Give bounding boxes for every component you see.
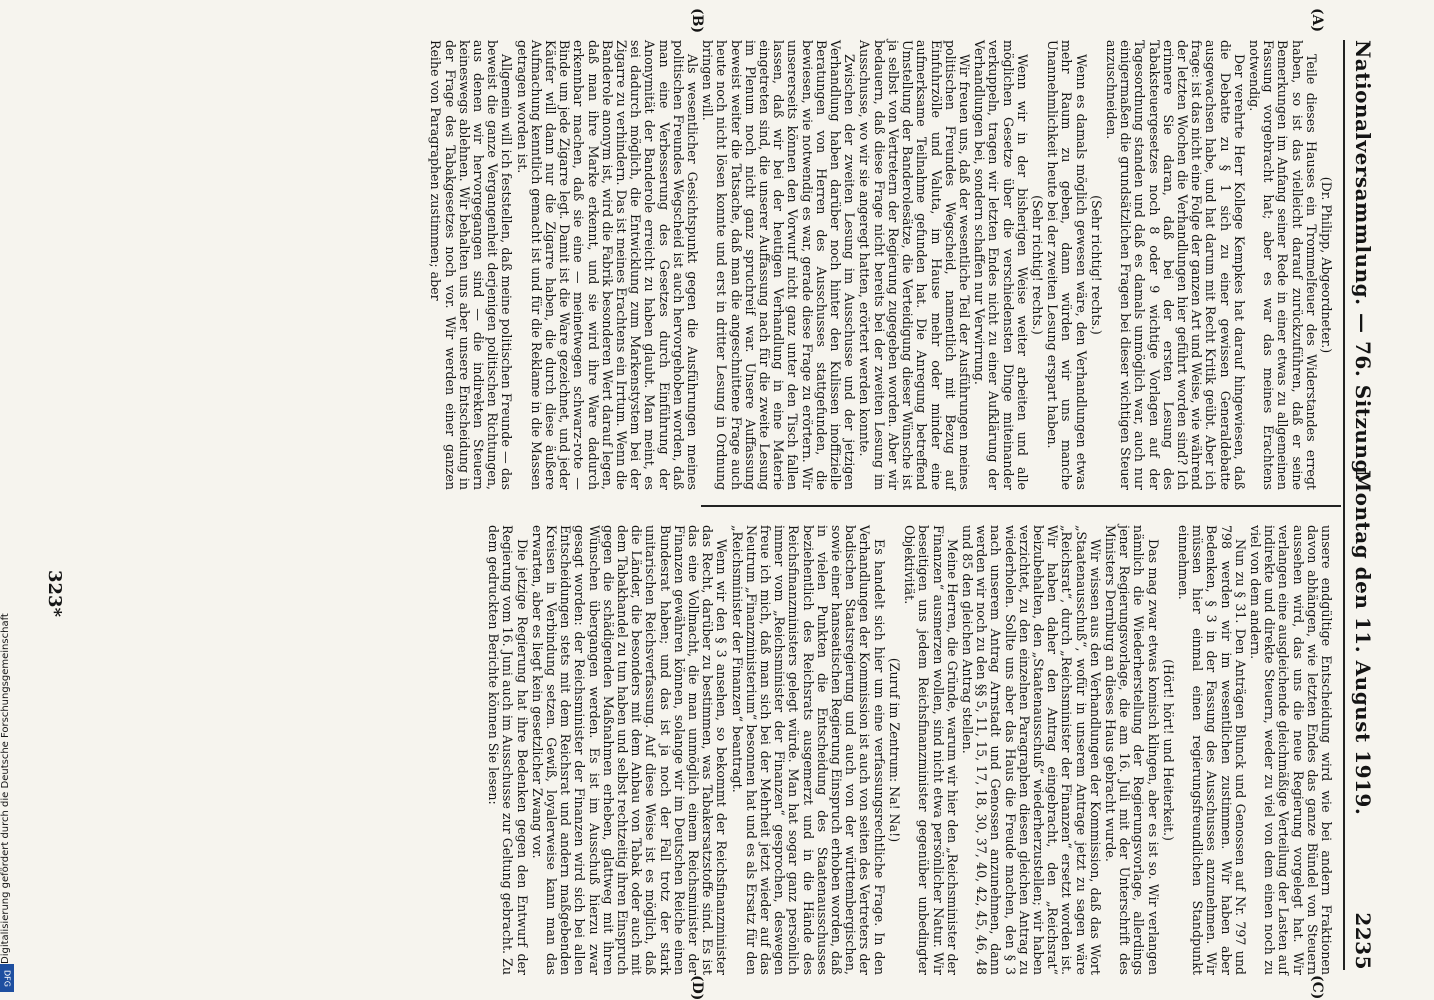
margin-mark-d: (D) (689, 975, 705, 1000)
interjection: (Sehr richtig! rechts.) (1029, 195, 1045, 335)
paragraph: Teile dieses Hauses ein Trommelfeuer des Widerstandes erregt haben, so ist das vielleicht darauf zurückzuführen, daß er seine Bemerkungen im Anfang seiner Rede in einer etwas zu allgemeinen Fassung vorgebracht hat; aber es war das meines Erachtens notwendig. (1246, 40, 1319, 490)
interjection: (Zuruf im Zentrum: Na! Na!) (886, 657, 902, 843)
interjection: (Hört! hört! und Heiterkeit.) (1160, 659, 1176, 841)
header-rule (1343, 40, 1345, 970)
column-divider (701, 505, 1341, 507)
paragraph: Wenn wir den § 3 ansehen, so bekommt der Reichsfinanzminister das Recht, darüber zu bestimmen, was Tabakersatzstoffe sind. Es ist das eine Vollmacht, die man unmöglich einem Reichsminister der Finanzen gewähren können, solange wir im Deutschen Reiche einen Bundesrat haben; und das ist ja noch der Fall trotz der stark unitarischen Reichsverfassung. Auf diese Weise ist es möglich, daß die Länder, die besonders mit dem Anbau von Tabak oder auch mit dem Tabakhandel zu tun haben und selbst rechtzeitig ihren Einspruch gegen die schädigenden Maßnahmen erheben, glattweg mit ihren Wünschen übergangen werden. Es ist im Ausschuß hierzu zwar gesagt worden: der Reichsminister der Finanzen wird sich bei allen Entscheidungen stets mit dem Reichsrat und andern maßgebenden Kreisen in Verbindung setzen. Gewiß, loyalerweise kann man das erwarten, aber es liegt kein gesetzlicher Zwang vor. (529, 525, 730, 975)
paragraph: Als wesentlicher Gesichtspunkt gegen die Ausführungen meines politischen Freundes Wegscheid ist auch hervorgehoben worden, daß man eine Verbesserung des Gesetzes durch Einführung der Anonymität der Banderole erreicht zu haben glaubt. Man meint, es sei dadurch möglich, die Entwicklung zum Markenstystem bei der Zigarre zu verhindern. Das ist meines Erachtens ein Irrtum. Wenn die Banderole anonym ist, wird die Fabrik besonderen Wert darauf legen, daß man ihre Marke erkennt, und sie wird ihre Ware dadurch erkennbar machen, daß sie eine — meinetwegen schwarz-rote — Binde um jede Zigarre legt. Damit ist die Ware gezeichnet, und jeder Käufer will dann nur die Zigarre haben, die durch diese äußere Aufmachung kenntlich gemacht ist und für die Reklame in die Massen getragen worden ist. (514, 40, 701, 490)
paragraph: Nun zu § 31. Den Anträgen Blunck und Genossen auf Nr. 797 und 798 werden wir im wesentlichen zustimmen. Wir haben aber Bedenken, § 3 in der Fassung des Ausschusses anzunehmen. Wir müssen hier einmal einen regierungsfreundlichen Standpunkt einnehmen. (1175, 525, 1248, 975)
paragraph: Wenn es damals möglich gewesen wäre, den Verhandlungen etwas mehr Raum zu geben, dann würden wir uns manche Unannehmlichkeit heute bei der zweiten Lesung erspart haben. (1045, 40, 1089, 490)
left-column (428, 40, 1334, 490)
paragraph: Wenn wir in der bisherigen Weise weiter arbeiten und alle möglichen Gesetze über die verschiedensten Dinge miteinander verkuppeln, tragen wir letzten Endes nicht zu einer Aufklärung der Verhandlungen bei, sondern schaffen nur Verwirrung. (972, 40, 1030, 490)
dfg-logo: DFG (0, 964, 14, 992)
paragraph: Es handelt sich hier um eine verfassungsrechtliche Frage. In den Verhandlungen der Kommission ist auch von seiten des Vertreters der badischen Staatsregierung und auch von der württembergischen, sowie einer hanseatischen Regierung Einspruch erhoben worden, daß in vielen Punkten die Entscheidung des Staatenausschusses beziehentlich des Reichsrats ausgemerzt und in die Hände des Reichsfinanzministers gelegt würde. Man hat sogar ganz persönlich immer vom „Reichsminister der Finanzen“ gesprochen, deswegen freue ich mich, daß man sich bei der Mehrheit jetzt wieder auf das Neutrum „Finanzministerium“ besonnen hat und es als Ersatz für den „Reichsminister der Finanzen“ beantragt. (729, 525, 887, 975)
header-page-number: 2235 (1351, 912, 1375, 970)
paragraph: Die jetzige Regierung hat ihre Bedenken gegen den Entwurf der Regierung vom 16. Juni auch im Ausschusse zur Geltung gebracht. Zu dem gedruckten Berichte können Sie lesen: (486, 525, 530, 975)
speaker-line: (Dr. Philipp, Abgeordneter.) (1319, 176, 1334, 354)
paragraph: Allgemein will ich feststellen, daß meine politischen Freunde — das beweist die ganze Vergangenheit derjenigen politischen Richtungen, aus denen wir hervorgegangen sind — die indirekten Steuern keineswegs ablehnen. Wir behalten uns aber unsere Entscheidung in der Frage des Tabakgesetzes noch vor. Wir werden einer ganzen Reihe von Paragraphen zustimmen; aber (428, 40, 515, 490)
right-column (486, 525, 1334, 975)
margin-mark-c: (C) (1309, 975, 1325, 1000)
paragraph: unsere endgültige Entscheidung wird wie bei andern Fraktionen davon abhängen, wie letzten Endes das ganze Bündel von Steuern aussehen wird, das uns die neue Regierung vorgelegt hat. Wir verlangen eine ausgleichende gleichmäßige Verteilung der Lasten auf indirekte und direkte Steuern, weder zu viel von dem einen noch zu viel von dem andern. (1247, 525, 1334, 975)
paragraph: Meine Herren, die Gründe, warum wir hier den „Reichsminister der Finanzen“ ausmerzen wollen, sind nicht etwa persönlicher Natur. Wir beseitigen uns jedem Reichsfinanzminister gegenüber unbedingter Objektivität. (902, 525, 960, 975)
margin-mark-b: (B) (689, 8, 705, 34)
paragraph: Wir wissen aus den Verhandlungen der Kommission, daß das Wort „Staatenausschuß“, wofür in unserem Antrage jetzt zu sagen wäre „Reichsrat“, durch „Reichsminister der Finanzen“ ersetzt worden ist. Wir haben daher den Antrag eingebracht, den „Reichsrat“ beizubehalten, den „Staatenausschuß“ wiederherzustellen; wir haben verzichtet, zu den einzelnen Paragraphen diesen gleichen Antrag zu wiederholen. Sollte uns aber das Haus die Freude machen, den § 3 nach unserem Antrag Arnstadt und Genossen anzunehmen, dann werden wir noch zu den §§ 5, 11, 15, 17, 18, 30, 37, 40, 42, 45, 46, 48 und 85 den gleichen Antrag stellen. (959, 525, 1103, 975)
paragraph: Wir freuen uns, daß der wesentliche Teil der Ausführungen meines politischen Freundes Wegscheid, namentlich mit Bezug auf Einfuhrzölle und Valuta, im Hause mehr oder minder eine aufmerksame Teilnahme gefunden hat. Die Anregung betreffend Umstellung der Banderolesätze, die Verteidigung dieser Wünsche ist ja selbst von Vertretern der Regierung zugegeben worden. Aber wir bedauern, daß diese Frage nicht bereits bei der zweiten Lesung im Ausschusse, wo wir sie angeregt hatten, erörtert werden konnte. (857, 40, 972, 490)
running-header (1345, 40, 1375, 970)
paragraph: Zwischen der zweiten Lesung im Ausschusse und der jetzigen Verhandlung haben darüber noch hinter den Kulissen inoffizielle Beratungen von Herren des Ausschusses stattgefunden, die bewiesen, wie notwendig es war, gerade diese Frage zu erörtern. Wir unsererseits können den Vorwurf nicht ganz unter den Tisch fallen lassen, daß wir bei der heutigen Verhandlung in eine Materie eingetreten sind, die unserer Auffassung nach für die zweite Lesung im Plenum noch nicht ganz spruchreif war. Unsere Auffassung beweist weiter die Tatsache, daß man die angeschnittene Frage auch heute noch nicht lösen konnte und erst in dritter Lesung in Ordnung bringen will. (700, 40, 858, 490)
header-session: Nationalversammlung. — 76. Sitzung. (1351, 40, 1375, 482)
header-date: Montag den 11. August 1919. (1351, 470, 1375, 816)
paragraph: Der verehrte Herr Kollege Kempkes hat darauf hingewiesen, daß die Debatte zu § 1 sich zu einer gewissen Generaldebatte ausgewachsen habe, und hat darum mit Recht Kritik geübt. Aber ich frage: ist das nicht eine Folge der ganzen Art und Weise, wie während der letzten Wochen die Verhandlungen hier geführt worden sind? Ich erinnere Sie daran, daß bei der ersten Lesung des Tabaksteuergesetzes noch 8 oder 9 wichtige Vorlagen auf der Tagesordnung standen und daß es damals unmöglich war, auch nur einigermaßen die grundsätzlichen Fragen bei dieser wichtigen Steuer anzuschneiden. (1103, 40, 1247, 490)
paragraph: Das mag zwar etwas komisch klingen, aber es ist so. Wir verlangen nämlich die Wiederherstellung der Regierungsvorlage, allerdings jener Regierungsvorlage, die am 16. Juli mit der Unterschrift des Ministers Dernburg an dieses Haus gebracht wurde. (1102, 525, 1161, 975)
footer-page-number: 323* (44, 570, 65, 617)
dfg-credit: Digitalisierung gefördert durch die Deutsche Forschungsgemeinschaft (0, 613, 11, 964)
interjection: (Sehr richtig! rechts.) (1088, 195, 1104, 335)
margin-mark-a: (A) (1309, 8, 1325, 33)
